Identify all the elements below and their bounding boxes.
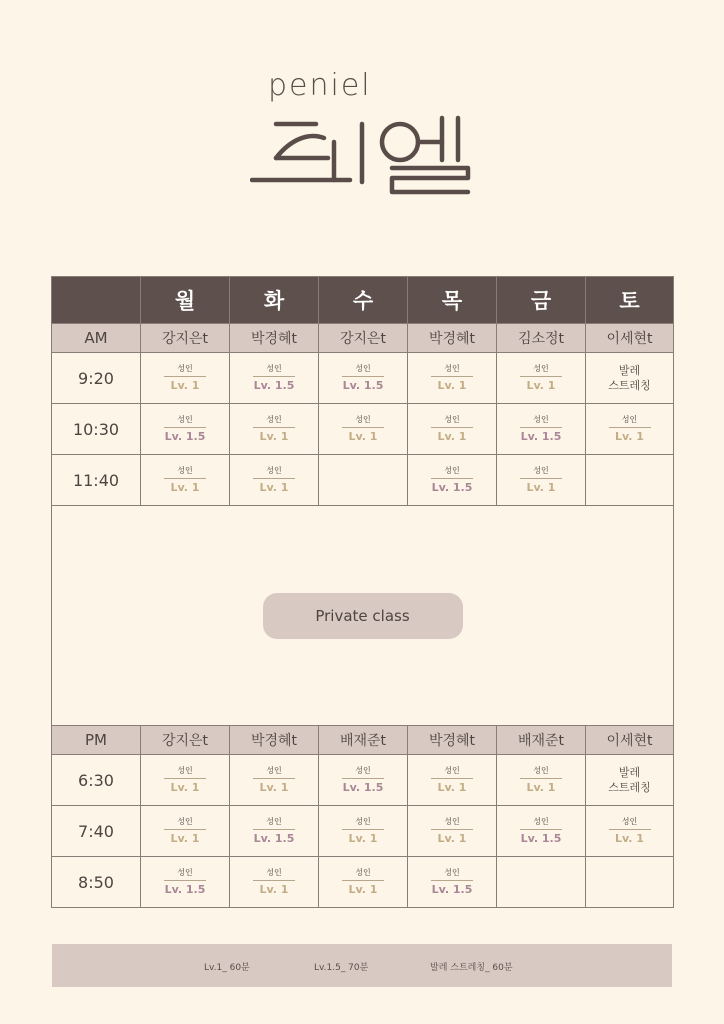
class-divider [431,478,473,479]
day-header: 목 [408,277,497,324]
class-cell [141,455,230,506]
class-divider [431,778,473,779]
class-cell [319,857,408,908]
class-divider [253,478,295,479]
class-level: Lv. 1 [170,832,200,845]
class-cell [408,857,497,908]
class-level: Lv. 1 [348,883,378,896]
class-category: 성인 [444,466,460,475]
class-category: 성인 [266,766,282,775]
class-level: Lv. 1.5 [520,430,562,443]
class-cell [230,353,319,404]
class-category: 성인 [177,466,193,475]
class-cell [141,353,230,404]
time-slot-row [52,755,674,806]
class-category: 성인 [444,817,460,826]
class-divider [609,427,651,428]
class-level: Lv. 1 [526,481,556,494]
class-entry [230,466,318,494]
class-entry [586,817,673,845]
class-entry [319,415,407,443]
class-entry [319,364,407,392]
class-category: 성인 [177,415,193,424]
time-label: 9:20 [52,353,141,404]
class-cell [586,353,674,404]
class-category: 성인 [266,364,282,373]
class-category: 성인 [177,766,193,775]
class-category: 성인 [533,415,549,424]
class-category: 성인 [444,868,460,877]
class-divider [431,880,473,881]
class-level: Lv. 1.5 [431,481,473,494]
class-category: 성인 [355,868,371,877]
class-cell [141,806,230,857]
class-level: Lv. 1 [437,781,467,794]
class-entry [319,766,407,794]
class-entry [497,766,585,794]
class-divider [520,829,562,830]
class-entry [408,415,496,443]
corner-cell [52,277,141,324]
class-cell [319,806,408,857]
class-cell [497,806,586,857]
class-divider [253,829,295,830]
class-category: 성인 [266,415,282,424]
class-divider [431,427,473,428]
teacher-name: 박경혜t [230,726,319,755]
class-entry [230,415,318,443]
class-divider [342,829,384,830]
teacher-name: 박경혜t [408,324,497,353]
class-level: Lv. 1 [437,379,467,392]
class-level: Lv. 1 [259,430,289,443]
class-level: Lv. 1 [526,781,556,794]
class-category: 성인 [444,415,460,424]
class-cell [319,455,408,506]
class-category: 성인 [177,817,193,826]
class-cell [319,755,408,806]
class-category: 성인 [444,766,460,775]
class-level: Lv. 1.5 [342,379,384,392]
class-level: Lv. 1 [526,379,556,392]
day-header: 수 [319,277,408,324]
day-header-row [52,277,674,324]
class-level: Lv. 1 [615,832,644,845]
class-divider [520,427,562,428]
class-divider [164,427,206,428]
class-divider [164,778,206,779]
class-cell [497,404,586,455]
class-level: Lv. 1 [170,781,200,794]
class-category: 성인 [266,868,282,877]
class-category: 성인 [177,364,193,373]
day-header: 화 [230,277,319,324]
class-entry [141,868,229,896]
time-label: 11:40 [52,455,141,506]
class-entry [141,817,229,845]
class-cell [408,455,497,506]
class-entry [230,364,318,392]
class-cell [497,857,586,908]
teacher-name: 박경혜t [408,726,497,755]
class-cell [141,755,230,806]
time-label: 8:50 [52,857,141,908]
class-level: Lv. 1.5 [253,379,295,392]
class-divider [164,376,206,377]
class-divider [342,427,384,428]
class-cell [319,404,408,455]
class-entry [319,868,407,896]
class-category: 성인 [533,466,549,475]
duration-legend [52,944,672,987]
class-divider [164,829,206,830]
class-category: 성인 [266,466,282,475]
class-divider [164,880,206,881]
class-cell [230,755,319,806]
time-label: 6:30 [52,755,141,806]
time-slot-row [52,353,674,404]
class-cell [586,755,674,806]
time-slot-row [52,404,674,455]
class-entry [141,766,229,794]
class-entry [408,364,496,392]
legend-lv1: Lv.1_ 60분 [204,963,250,973]
pm-teacher-row [52,726,674,755]
teacher-name: 강지은t [141,726,230,755]
class-divider [520,478,562,479]
class-category: 성인 [533,817,549,826]
class-category: 성인 [266,817,282,826]
class-divider [253,376,295,377]
class-cell [141,857,230,908]
class-cell [497,755,586,806]
class-level: Lv. 1 [437,430,467,443]
class-level: Lv. 1 [259,481,289,494]
class-divider [342,778,384,779]
class-level: Lv. 1 [615,430,644,443]
class-cell [586,404,674,455]
class-cell [586,806,674,857]
class-entry [408,766,496,794]
class-divider [342,880,384,881]
special-class-line: 스트레칭 [608,781,651,794]
teacher-name: 강지은t [141,324,230,353]
class-entry [497,466,585,494]
class-level: Lv. 1 [348,430,378,443]
day-header: 월 [141,277,230,324]
teacher-name: 김소정t [497,324,586,353]
class-entry [141,364,229,392]
class-divider [609,829,651,830]
class-cell [230,455,319,506]
special-class [586,363,673,393]
class-entry [497,364,585,392]
class-divider [253,427,295,428]
time-label: 10:30 [52,404,141,455]
class-entry [497,817,585,845]
class-category: 성인 [621,817,638,826]
brand-english-name: peniel [268,68,372,103]
legend-ballet-stretching: 발레 스트레칭_ 60분 [430,963,513,973]
class-level: Lv. 1 [259,781,289,794]
class-level: Lv. 1 [348,832,378,845]
class-category: 성인 [444,364,460,373]
teacher-name: 강지은t [319,324,408,353]
class-level: Lv. 1.5 [431,883,473,896]
class-entry [319,817,407,845]
pm-period-label: PM [52,726,141,755]
am-teacher-row [52,324,674,353]
private-class-area [52,506,674,726]
special-class [586,765,673,795]
class-divider [342,376,384,377]
class-entry [230,766,318,794]
class-divider [253,880,295,881]
class-entry [230,817,318,845]
class-entry [141,415,229,443]
class-entry [408,466,496,494]
class-entry [408,868,496,896]
class-divider [520,376,562,377]
time-label: 7:40 [52,806,141,857]
class-cell [230,806,319,857]
class-category: 성인 [621,415,638,424]
class-cell [408,353,497,404]
class-divider [431,376,473,377]
am-period-label: AM [52,324,141,353]
class-cell [230,404,319,455]
time-slot-row [52,455,674,506]
class-level: Lv. 1 [170,481,200,494]
class-entry [586,415,673,443]
class-cell [408,755,497,806]
class-cell [141,404,230,455]
teacher-name: 배재준t [497,726,586,755]
class-category: 성인 [355,817,371,826]
class-category: 성인 [355,766,371,775]
class-entry [497,415,585,443]
legend-lv15: Lv.1.5_ 70분 [314,963,369,973]
special-class-line: 발레 [618,364,641,377]
day-header: 토 [586,277,674,324]
teacher-name: 이세현t [586,324,674,353]
class-level: Lv. 1.5 [520,832,562,845]
class-level: Lv. 1.5 [164,430,206,443]
class-cell [319,353,408,404]
class-divider [253,778,295,779]
class-level: Lv. 1.5 [342,781,384,794]
class-divider [164,478,206,479]
private-class-badge: Private class [263,593,463,639]
class-cell [497,353,586,404]
special-class-line: 스트레칭 [608,379,651,392]
class-cell [230,857,319,908]
special-class-line: 발레 [618,766,641,779]
class-divider [520,778,562,779]
class-level: Lv. 1.5 [253,832,295,845]
class-cell [408,404,497,455]
class-category: 성인 [355,364,371,373]
brand-korean-logo [250,112,474,204]
class-entry [230,868,318,896]
class-schedule-table [51,276,674,908]
teacher-name: 배재준t [319,726,408,755]
class-divider [431,829,473,830]
class-level: Lv. 1.5 [164,883,206,896]
class-category: 성인 [533,364,549,373]
class-category: 성인 [533,766,549,775]
time-slot-row [52,857,674,908]
class-category: 성인 [177,868,193,877]
class-cell [586,857,674,908]
teacher-name: 이세현t [586,726,674,755]
class-level: Lv. 1 [437,832,467,845]
class-cell [586,455,674,506]
class-entry [408,817,496,845]
class-level: Lv. 1 [259,883,289,896]
class-category: 성인 [355,415,371,424]
class-cell [497,455,586,506]
class-entry [141,466,229,494]
day-header: 금 [497,277,586,324]
class-cell [408,806,497,857]
time-slot-row [52,806,674,857]
private-class-row [52,506,674,726]
teacher-name: 박경혜t [230,324,319,353]
class-level: Lv. 1 [170,379,200,392]
